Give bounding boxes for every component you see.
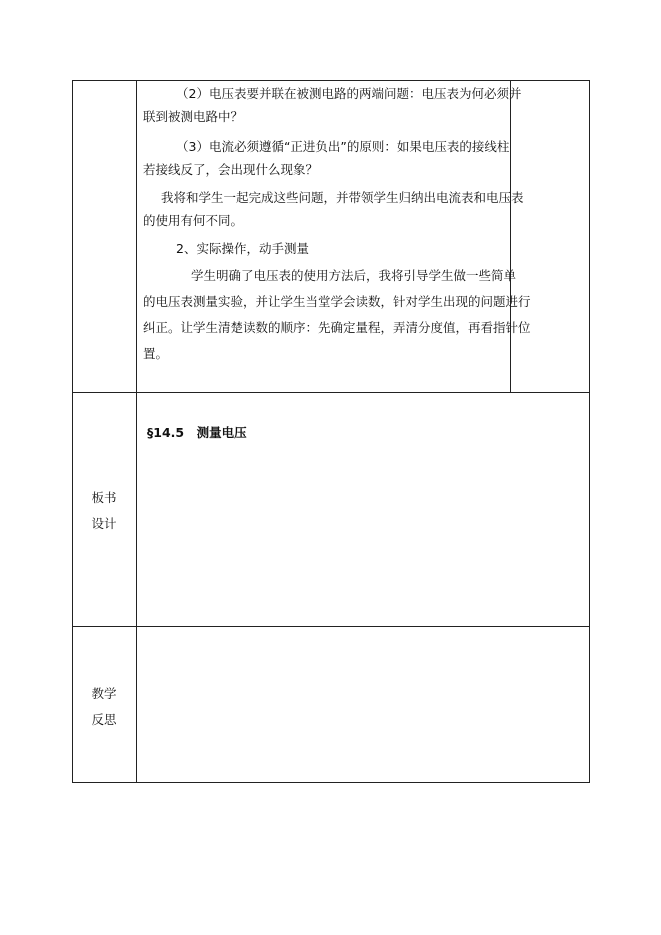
table-right-border: [589, 80, 590, 783]
lesson-paragraph: （2）电压表要并联在被测电路的两端问题：电压表为何必须并: [176, 86, 522, 101]
board-design-label-line2: 设计: [91, 516, 117, 531]
board-design-label-line1: 板书: [91, 490, 117, 505]
lesson-paragraph: 联到被测电路中？: [143, 109, 244, 124]
lesson-paragraph: 的使用有何不同。: [143, 213, 244, 228]
label-column-divider: [136, 80, 137, 783]
lesson-paragraph: 纠正。让学生清楚读数的顺序：先确定量程，弄清分度值，再看指针位: [143, 320, 531, 335]
board-heading: §14.5 测量电压: [147, 425, 247, 440]
lesson-paragraph: 2、实际操作，动手测量: [176, 241, 309, 256]
reflection-label-line1: 教学: [91, 686, 117, 701]
row-divider-1: [72, 392, 590, 393]
lesson-paragraph: 学生明确了电压表的使用方法后，我将引导学生做一些简单: [191, 268, 517, 283]
lesson-paragraph: 的电压表测量实验，并让学生当堂学会读数，针对学生出现的问题进行: [143, 294, 531, 309]
table-left-border: [72, 80, 73, 783]
lesson-paragraph: 置。: [143, 346, 169, 361]
lesson-paragraph: 我将和学生一起完成这些问题，并带领学生归纳出电流表和电压表: [161, 190, 524, 205]
lesson-paragraph: （3）电流必须遵循“正进负出”的原则：如果电压表的接线柱: [176, 139, 510, 154]
reflection-label-line2: 反思: [91, 712, 117, 727]
table-top-border: [72, 80, 590, 81]
lesson-paragraph: 若接线反了，会出现什么现象？: [143, 162, 319, 177]
row-divider-2: [72, 626, 590, 627]
notes-column-divider: [510, 80, 511, 393]
table-bottom-border: [72, 782, 590, 783]
